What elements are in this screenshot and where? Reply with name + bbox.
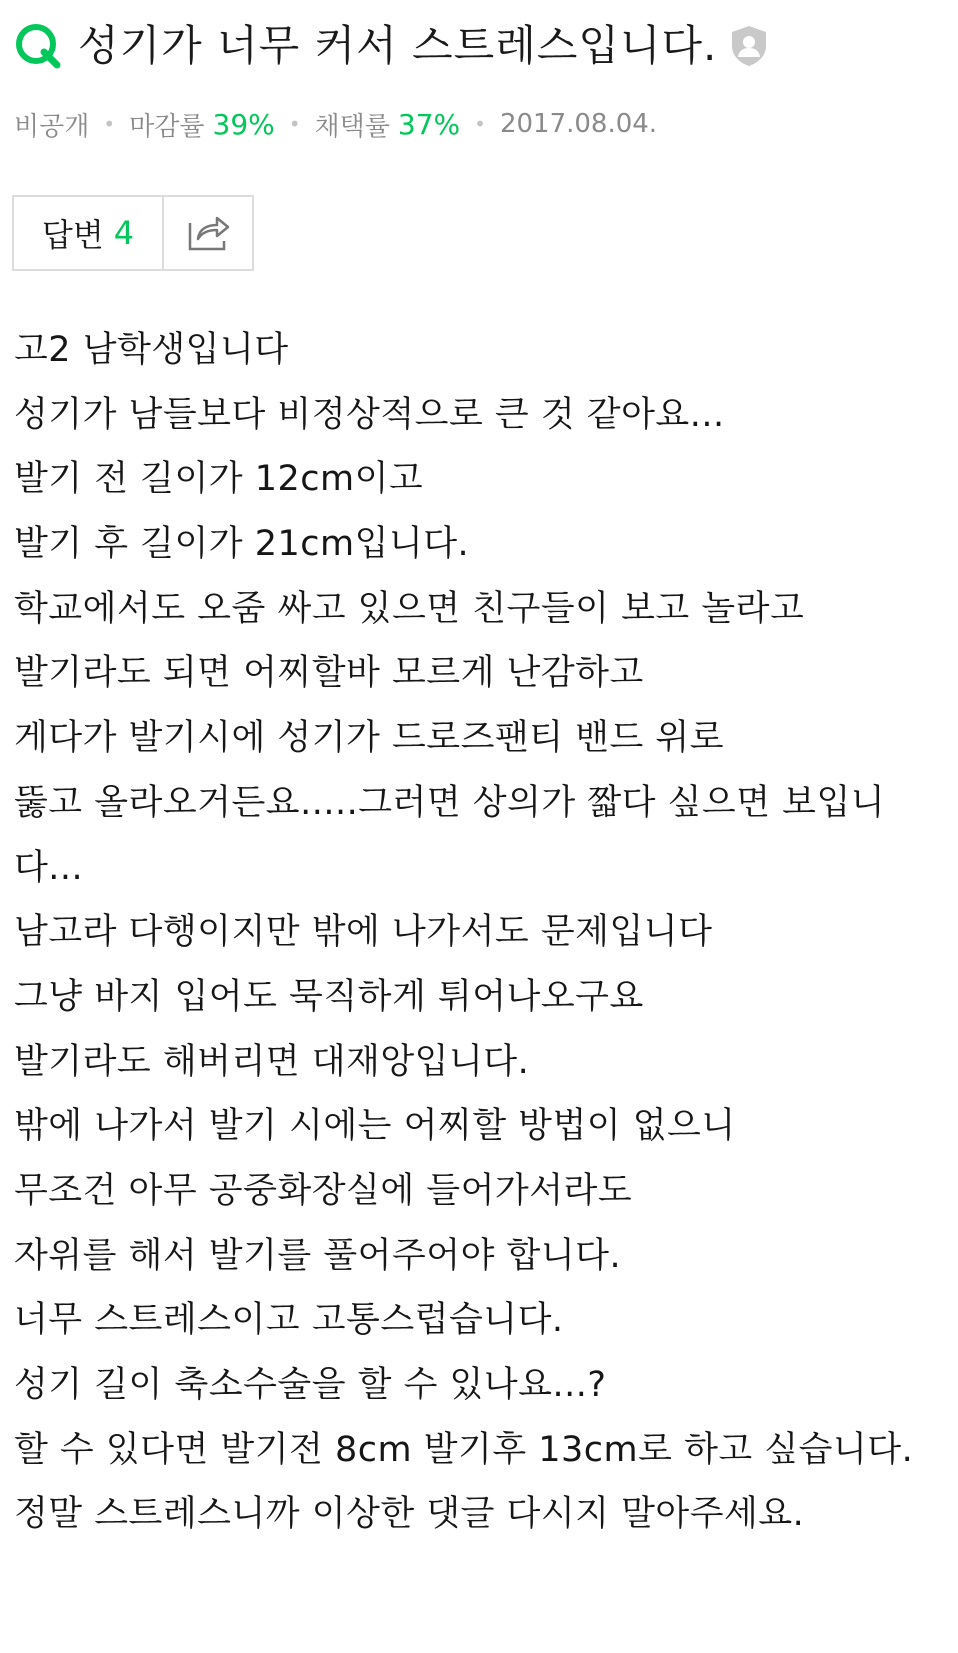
meta-separator: •	[103, 112, 116, 136]
body-line: 너무 스트레스이고 고통스럽습니다.	[14, 1300, 564, 1341]
answer-count-button[interactable]	[14, 197, 164, 269]
meta-separator: •	[474, 112, 486, 136]
body-line: 할 수 있다면 발기전 8cm 발기후 13cm로 하고 싶습니다.	[14, 1429, 914, 1470]
q-mark-icon	[12, 20, 64, 72]
body-line: 성기 길이 축소수술을 할 수 있나요...?	[14, 1365, 607, 1405]
question-actions	[12, 195, 254, 271]
body-line: 다...	[14, 847, 84, 888]
question-date: 2017.08.04.	[499, 109, 658, 139]
body-line: 남고라 다행이지만 밖에 나가서도 문제입니다	[14, 912, 713, 953]
body-line: 학교에서도 오줌 싸고 있으면 친구들이 보고 놀라고	[14, 588, 805, 629]
body-line: 고2 남학생입니다	[14, 330, 289, 370]
body-line: 뚫고 올라오거든요.....그러면 상의가 짧다 싶으면 보입니	[14, 782, 886, 823]
share-icon	[184, 213, 232, 253]
close-rate-value: 39%	[212, 107, 275, 141]
question-body	[14, 318, 944, 1547]
visibility-label: 비공개	[14, 111, 90, 142]
body-line: 그냥 바지 입어도 묵직하게 튀어나오구요	[14, 976, 644, 1017]
body-line: 발기 후 길이가 21cm입니다.	[14, 524, 470, 565]
meta-separator: •	[288, 112, 301, 136]
body-line: 밖에 나가서 발기 시에는 어찌할 방법이 없으니	[14, 1106, 736, 1147]
adopt-rate-value: 37%	[397, 107, 461, 141]
question-meta	[14, 100, 657, 148]
question-title-row	[12, 14, 938, 78]
body-line: 발기 전 길이가 12cm이고	[14, 459, 424, 500]
answer-count: 4	[113, 214, 135, 252]
adopt-rate-label: 채택률	[314, 111, 390, 142]
share-button[interactable]	[164, 197, 252, 269]
body-line: 발기라도 되면 어찌할바 모르게 난감하고	[14, 653, 644, 694]
body-line: 성기가 남들보다 비정상적으로 큰 것 같아요...	[14, 394, 725, 435]
private-user-icon	[729, 24, 769, 68]
body-line: 발기라도 해버리면 대재앙입니다.	[14, 1041, 530, 1082]
body-line: 정말 스트레스니까 이상한 댓글 다시지 말아주세요.	[14, 1494, 805, 1535]
answer-label: 답변	[41, 216, 104, 254]
close-rate-label: 마감률	[129, 111, 205, 142]
question-title: 성기가 너무 커서 스트레스입니다.	[78, 21, 718, 70]
body-line: 자위를 해서 발기를 풀어주어야 합니다.	[14, 1235, 622, 1276]
body-line: 게다가 발기시에 성기가 드로즈팬티 밴드 위로	[14, 718, 725, 759]
body-line: 무조건 아무 공중화장실에 들어가서라도	[14, 1170, 633, 1211]
